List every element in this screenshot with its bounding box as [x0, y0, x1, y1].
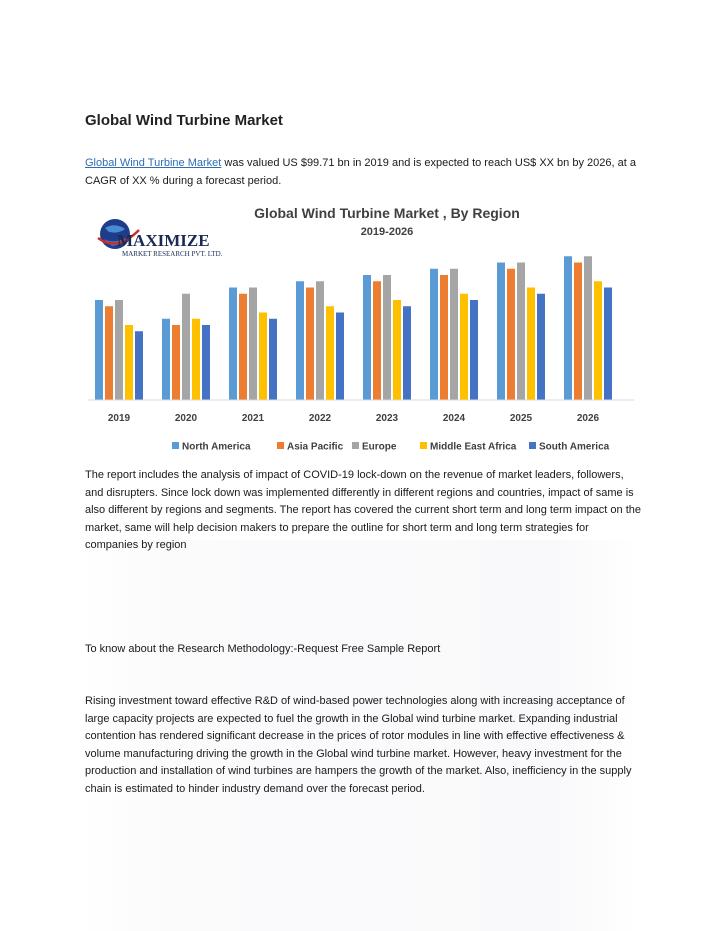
- legend-label: Asia Pacific: [287, 441, 344, 453]
- bar-2022-europe: [316, 281, 324, 400]
- bar-2026-north-america: [564, 256, 572, 400]
- bar-2020-south-america: [202, 325, 210, 400]
- x-tick-label: 2019: [107, 413, 131, 424]
- bar-chart: [80, 194, 640, 462]
- bar-2022-south-america: [336, 313, 344, 401]
- bar-2023-middle-east-africa: [393, 300, 401, 400]
- bar-2026-asia-pacific: [574, 263, 582, 401]
- bar-2025-south-america: [537, 294, 545, 400]
- covid-paragraph: The report includes the analysis of impact of COVID-19 lock-down on the revenue of market leaders, followers, and disrupters. Since lock down was implemented differently in different regions and countries, impact of same is also different by regions and segments. The report has covered the current short term and long term impact on the market, same will help decision makers to prepare the outline for short term and long term strategies for companies by region: [85, 469, 642, 551]
- bar-2024-north-america: [430, 269, 438, 400]
- x-tick-label: 2021: [241, 413, 265, 424]
- legend-label: Middle East Africa: [430, 441, 517, 453]
- bar-2021-south-america: [269, 319, 277, 400]
- legend-swatch: [420, 442, 427, 449]
- bar-2023-europe: [383, 275, 391, 400]
- x-tick-label: 2023: [375, 413, 399, 424]
- x-tick-label: 2025: [509, 413, 533, 424]
- bar-2019-asia-pacific: [105, 306, 113, 400]
- x-tick-labels: [108, 413, 600, 424]
- bar-2021-europe: [249, 288, 257, 401]
- logo-subtitle: MARKET RESEARCH PVT. LTD.: [122, 250, 223, 258]
- bar-2022-asia-pacific: [306, 288, 314, 401]
- bar-2020-europe: [182, 294, 190, 400]
- bar-2020-north-america: [162, 319, 170, 400]
- bar-2026-south-america: [604, 288, 612, 401]
- chart-subtitle: 2019-2026: [360, 226, 414, 238]
- bar-2024-europe: [450, 269, 458, 400]
- bar-2020-asia-pacific: [172, 325, 180, 400]
- bar-2024-asia-pacific: [440, 275, 448, 400]
- bar-2022-north-america: [296, 281, 304, 400]
- legend-label: South America: [539, 441, 610, 453]
- bar-2019-europe: [115, 300, 123, 400]
- bar-2024-south-america: [470, 300, 478, 400]
- bar-2020-middle-east-africa: [192, 319, 200, 400]
- legend: [172, 442, 610, 453]
- bar-2019-middle-east-africa: [125, 325, 133, 400]
- legend-swatch: [352, 442, 359, 449]
- bar-2025-middle-east-africa: [527, 288, 535, 401]
- page-title: Global Wind Turbine Market: [85, 112, 283, 129]
- x-tick-label: 2022: [308, 413, 332, 424]
- bar-2021-middle-east-africa: [259, 313, 267, 401]
- bar-2023-north-america: [363, 275, 371, 400]
- growth-paragraph: Rising investment toward effective R&D of wind-based power technologies along with increasing acceptance of large capacity projects are expected to fuel the growth in the Global wind turbine market. Expanding industrial contention has rendered significant decrease in the prices of rotor modules in line with effective effectiveness & volume manufacturing driving the growth in the Global wind turbine market. However, heavy investment for the production and installation of wind turbines are hampers the growth of the market. Also, inefficiency in the supply chain is estimated to hinder industry demand over the forecast period.: [85, 695, 632, 795]
- bar-2019-south-america: [135, 331, 143, 400]
- intro-text: was valued US $99.71 bn in 2019 and is expected to reach US$ XX bn by 2026, at a CAGR of XX % during a forecast period.: [85, 157, 636, 187]
- market-link[interactable]: Global Wind Turbine Market: [85, 157, 222, 169]
- bars-group: [95, 256, 612, 400]
- bar-2025-north-america: [497, 263, 505, 401]
- methodology-paragraph: To know about the Research Methodology:-Request Free Sample Report: [85, 643, 441, 655]
- legend-label: North America: [182, 441, 251, 453]
- legend-swatch: [277, 442, 284, 449]
- x-tick-label: 2026: [576, 413, 600, 424]
- x-tick-label: 2024: [442, 413, 466, 424]
- legend-label: Europe: [362, 441, 397, 453]
- bar-2021-north-america: [229, 288, 237, 401]
- bar-2022-middle-east-africa: [326, 306, 334, 400]
- bar-2026-middle-east-africa: [594, 281, 602, 400]
- bar-2023-south-america: [403, 306, 411, 400]
- bar-2019-north-america: [95, 300, 103, 400]
- intro-paragraph: [85, 155, 645, 190]
- chart-title: Global Wind Turbine Market , By Region: [254, 205, 520, 221]
- bar-2025-asia-pacific: [507, 269, 515, 400]
- bar-2024-middle-east-africa: [460, 294, 468, 400]
- bar-2021-asia-pacific: [239, 294, 247, 400]
- bar-2025-europe: [517, 263, 525, 401]
- logo-name: MAXIMIZE: [117, 231, 210, 250]
- bar-2023-asia-pacific: [373, 281, 381, 400]
- x-tick-label: 2020: [174, 413, 198, 424]
- bar-2026-europe: [584, 256, 592, 400]
- legend-swatch: [172, 442, 179, 449]
- legend-swatch: [529, 442, 536, 449]
